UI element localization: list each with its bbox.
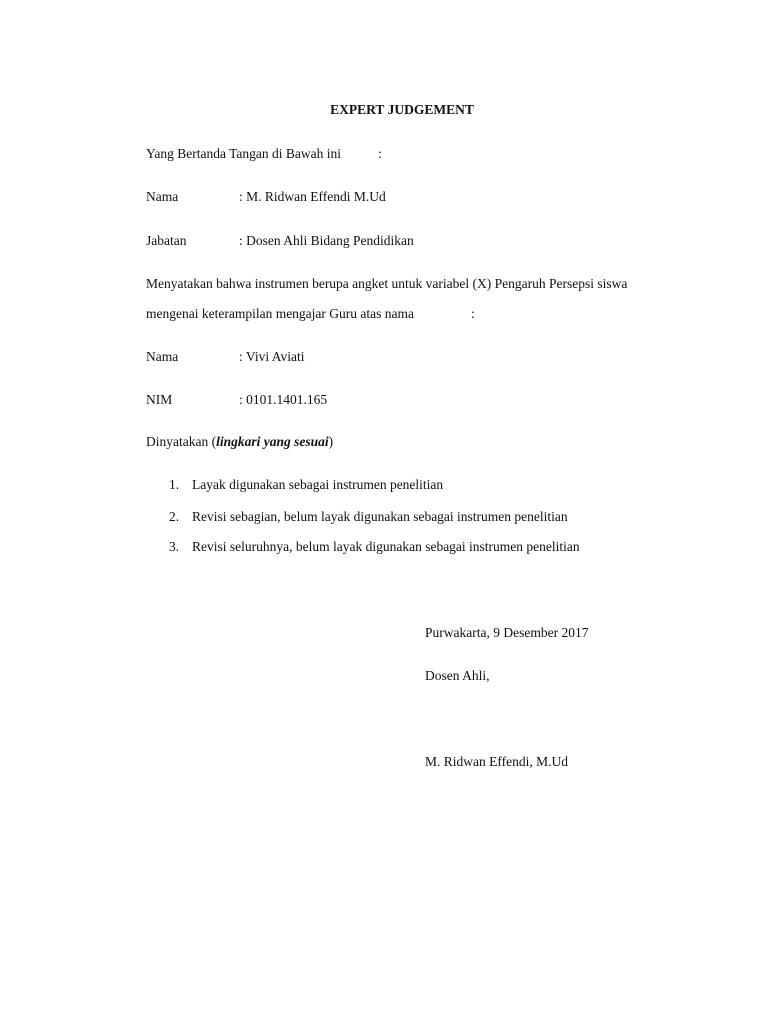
declared-emphasis: lingkari yang sesuai: [216, 434, 329, 449]
option-number: 1.: [169, 477, 180, 492]
student-name-value: : Vivi Aviati: [239, 349, 305, 364]
signature-place-date: Purwakarta, 9 Desember 2017: [425, 625, 589, 640]
declared-suffix: ): [328, 434, 334, 449]
signer-position-value: : Dosen Ahli Bidang Pendidikan: [239, 233, 414, 248]
option-number: 2.: [169, 509, 180, 524]
declared-prefix: Dinyatakan (: [146, 434, 217, 449]
signature-name: M. Ridwan Effendi, M.Ud: [425, 754, 568, 769]
statement-colon: :: [471, 306, 475, 321]
student-nim-label: NIM: [146, 392, 173, 407]
student-name-label: Nama: [146, 349, 179, 364]
student-nim-value: : 0101.1401.165: [239, 392, 328, 407]
signer-name-label: Nama: [146, 189, 179, 204]
signer-position-label: Jabatan: [146, 233, 187, 248]
intro-label: Yang Bertanda Tangan di Bawah ini: [146, 146, 342, 161]
option-text: Revisi sebagian, belum layak digunakan sebagai instrumen penelitian: [192, 509, 568, 524]
declared-line: [146, 435, 333, 449]
option-text: Layak digunakan sebagai instrumen penelitian: [192, 477, 444, 492]
option-text: Revisi seluruhnya, belum layak digunakan sebagai instrumen penelitian: [192, 539, 580, 554]
document-title: EXPERT JUDGEMENT: [330, 102, 474, 117]
signature-role: Dosen Ahli,: [425, 668, 490, 683]
option-number: 3.: [169, 539, 180, 554]
intro-colon: :: [378, 146, 382, 161]
statement-line-2: mengenai keterampilan mengajar Guru atas nama: [146, 306, 415, 321]
signer-name-value: : M. Ridwan Effendi M.Ud: [239, 189, 386, 204]
statement-line-1: Menyatakan bahwa instrumen berupa angket untuk variabel (X) Pengaruh Persepsi siswa: [146, 276, 628, 291]
